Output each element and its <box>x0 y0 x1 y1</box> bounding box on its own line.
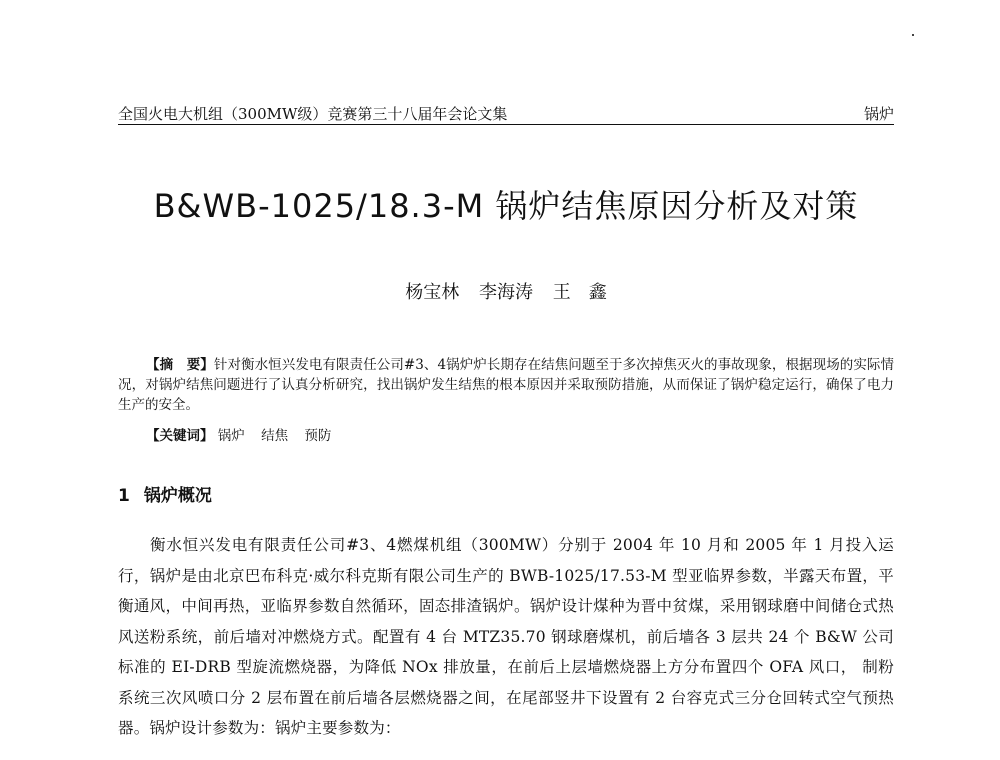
running-header <box>118 104 894 125</box>
keywords <box>146 426 894 446</box>
section-heading <box>118 484 894 508</box>
header-section-name: 锅炉 <box>863 105 894 123</box>
abstract <box>118 355 894 415</box>
body-paragraph: 衡水恒兴发电有限责任公司#3、4燃煤机组（300MW）分别于 2004 年 10 月和 2005 年 1 月投入运行，锅炉是由北京巴布科克·威尔科克斯有限公司生产的 BWB-1025/17.53-M 型亚临界参数，半露天布置，平衡通风，中间再热，亚临界参数自然循环，固态排渣锅炉。锅炉设计煤种为晋中贫煤，采用钢球磨中间储仓式热风送粉系统，前后墙对冲燃烧方式。配置有 4 台 MTZ35.70 钢球磨煤机，前后墙各 3 层共 24 个 B&W 公司标准的 EI-DRB 型旋流燃烧器，为降低 NOx 排放量，在前后上层墙燃烧器上方分布置四个 OFA 风口， 制粉系统三次风喷口分 2 层布置在前后墙各层燃烧器之间，在尾部竖井下设置有 2 台容克式三分仓回转式空气预热器。锅炉设计参数为：锅炉主要参数为： <box>118 536 894 737</box>
author-name: 王 鑫 <box>552 282 607 303</box>
keyword: 锅炉 <box>217 428 245 444</box>
author-name: 李海涛 <box>479 282 533 303</box>
scan-speck <box>912 34 914 36</box>
keyword: 结焦 <box>261 428 289 444</box>
paper-title: B&WB-1025/18.3-M 锅炉结焦原因分析及对策 <box>153 187 859 225</box>
author-name: 杨宝林 <box>405 282 460 303</box>
abstract-text: 针对衡水恒兴发电有限责任公司#3、4锅炉炉长期存在结焦问题至于多次掉焦灭火的事故现象，根据现场的实际情况，对锅炉结焦问题进行了认真分析研究，找出锅炉发生结焦的根本原因并采取预防措施，从而保证了锅炉稳定运行，确保了电力生产的安全。 <box>118 357 894 413</box>
section-title: 锅炉概况 <box>143 486 212 506</box>
header-proceedings-title: 全国火电大机组（300MW级）竞赛第三十八届年会论文集 <box>118 105 508 123</box>
author-list <box>118 281 894 305</box>
abstract-label: 【摘 要】 <box>146 357 214 373</box>
keywords-label: 【关键词】 <box>146 428 214 444</box>
section-number: 1 <box>118 486 130 506</box>
keyword: 预防 <box>304 428 332 444</box>
